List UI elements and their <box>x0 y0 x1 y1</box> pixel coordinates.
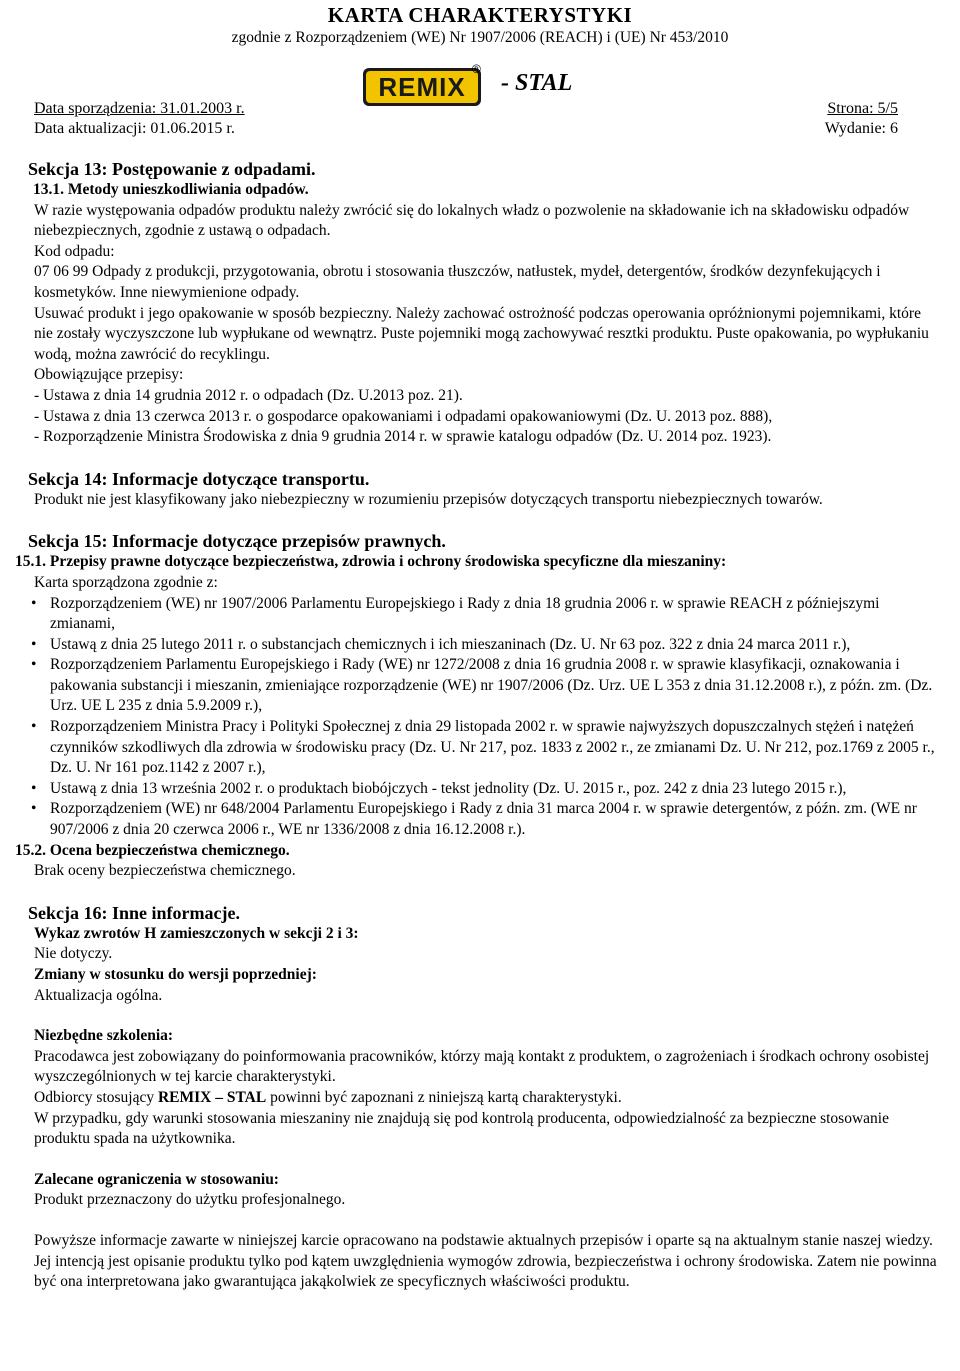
disclaimer-text: Powyższe informacje zawarte w niniejszej karcie opracowano na podstawie aktualnych przepisów i oparte są na aktualnym stanie naszej wiedzy. Jej intencją jest opisanie produktu tylko pod kątem uwzględnienia wymogów zdrowia, bezpieczeństwa i ochrony środowiska. Zatem nie powinna być ona interpretowana jako gwarantująca jakąkolwiek ze specyficznych właściwości produktu. <box>34 1231 937 1291</box>
bullet-icon: • <box>31 718 37 736</box>
bullet-icon: • <box>31 635 37 653</box>
regulation-item: - Ustawa z dnia 13 czerwca 2013 r. o gospodarce opakowaniami i odpadami opakowaniowymi (Dz. U. 2013 poz. 888), <box>34 407 773 425</box>
responsibility-text: W przypadku, gdy warunki stosowania mieszaniny nie znajdują się pod kontrolą producenta, odpowiedzialność za bezpieczne stosowanie produktu spada na użytkownika. <box>34 1109 889 1148</box>
product-name: - STAL <box>501 70 573 96</box>
section-15-2-heading: 15.2. Ocena bezpieczeństwa chemicznego. <box>15 841 290 859</box>
section-13-title: Sekcja 13: Postępowanie z odpadami. <box>28 159 316 179</box>
regulation-item: - Rozporządzenie Ministra Środowiska z dnia 9 grudnia 2014 r. w sprawie katalogu odpadów (Dz. U. 2014 poz. 1923). <box>34 428 772 446</box>
regulations-label: Obowiązujące przepisy: <box>34 366 184 384</box>
list-item: • Ustawą z dnia 13 września 2002 r. o produktach biobójczych - tekst jednolity (Dz. U. 2015 r., poz. 242 z dnia 23 lutego 2015 r.), <box>34 779 940 800</box>
recipients-text: Odbiorcy stosujący REMIX – STAL powinni być zapoznani z niniejszą kartą charakterystyki. <box>34 1088 622 1106</box>
list-item: • Rozporządzeniem (WE) nr 648/2004 Parlamentu Europejskiego i Rady z dnia 31 marca 2004 r. w sprawie detergentów, z późn. zm. (WE nr 907/2006 z dnia 20 czerwca 2006 r., WE nr 1336/2008 z dnia 16.12.2008 r.). <box>31 800 917 839</box>
document-subtitle: zgodnie z Rozporządzeniem (WE) Nr 1907/2006 (REACH) i (UE) Nr 453/2010 <box>231 29 729 46</box>
section-15-2-text: Brak oceny bezpieczeństwa chemicznego. <box>34 862 296 880</box>
waste-code-label: Kod odpadu: <box>34 242 115 260</box>
disposal-paragraph: Usuwać produkt i jego opakowanie w sposób bezpieczny. Należy zachować ostrożność podczas operowania opróżnionymi pojemnikami, które nie zostały wyczyszczone lub wypłukane od wewnątrz. Puste pojemniki mogą zachowywać resztki produktu. Puste opakowania, po wypłukaniu wodą, można zawrócić do recyklingu. <box>34 304 929 363</box>
changes-text: Aktualizacja ogólna. <box>34 986 163 1004</box>
document-body <box>15 158 940 1293</box>
remix-logo <box>362 67 482 107</box>
page-number: Strona: 5/5 <box>827 100 898 117</box>
regulations-list <box>31 594 940 841</box>
training-text: Pracodawca jest zobowiązany do poinformowania pracowników, którzy mają kontakt z produktem, o zagrożeniach i środkach ochrony osobistej wyszczególnionych w tej karcie charakterystyki. <box>34 1047 930 1086</box>
h-phrases-text: Nie dotyczy. <box>34 945 113 963</box>
training-heading: Niezbędne szkolenia: <box>34 1027 174 1045</box>
regulation-item: - Ustawa z dnia 14 grudnia 2012 r. o odpadach (Dz. U.2013 poz. 21). <box>34 386 463 404</box>
section-16-title: Sekcja 16: Inne informacje. <box>28 902 240 923</box>
bullet-icon: • <box>31 779 37 797</box>
h-phrases-heading: Wykaz zwrotów H zamieszczonych w sekcji 2 i 3: <box>34 924 359 942</box>
product-mention: REMIX – STAL <box>157 1088 267 1106</box>
document-title: KARTA CHARAKTERYSTYKI <box>327 3 633 27</box>
list-item: • Rozporządzeniem Parlamentu Europejskiego i Rady (WE) nr 1272/2008 z dnia 16 grudnia 2008 r. w sprawie klasyfikacji, oznakowania i pakowania substancji i mieszanin, zmieniające rozporządzenie (WE) nr 1907/2006 (Dz. Urz. UE L 353 z dnia 31.12.2008 r.), z późn. zm. (Dz. Urz. UE L 235 z dnia 5.9.2009 r.), <box>31 656 933 715</box>
logo-text: REMIX <box>378 72 466 102</box>
restrictions-text: Produkt przeznaczony do użytku profesjonalnego. <box>34 1191 346 1209</box>
date-created: Data sporządzenia: 31.01.2003 r. <box>34 100 245 117</box>
edition: Wydanie: 6 <box>824 120 898 137</box>
section-14-title: Sekcja 14: Informacje dotyczące transportu. <box>28 468 370 489</box>
list-item: • Rozporządzeniem Ministra Pracy i Polityki Społecznej z dnia 29 listopada 2002 r. w sprawie najwyższych dopuszczalnych stężeń i natężeń czynników szkodliwych dla zdrowia w środowisku pracy (Dz. U. Nr 217, poz. 1833 z 2002 r., ze zmianami Dz. U. Nr 212, poz.1769 z 2005 r., Dz. U. Nr 161 poz.1142 z 2007 r.), <box>31 718 935 777</box>
restrictions-heading: Zalecane ograniczenia w stosowaniu: <box>34 1170 279 1188</box>
list-item: • Ustawą z dnia 25 lutego 2011 r. o substancjach chemicznych i ich mieszaninach (Dz. U. Nr 63 poz. 322 z dnia 24 marca 2011 r.), <box>34 635 940 656</box>
section-15-1-heading: 15.1. Przepisy prawne dotyczące bezpieczeństwa, zdrowia i ochrony środowiska specyficzne dla mieszaniny: <box>15 553 727 571</box>
bullet-icon: • <box>31 594 37 612</box>
section-15-title: Sekcja 15: Informacje dotyczące przepisów prawnych. <box>28 531 446 552</box>
section-13-paragraph: W razie występowania odpadów produktu należy zwrócić się do lokalnych władz o pozwolenie na składowanie ich na składowisku odpadów niebezpiecznych, zgodnie z ustawą o odpadach. <box>34 201 910 240</box>
section-15-intro: Karta sporządzona zgodnie z: <box>34 573 218 591</box>
waste-code-text: 07 06 99 Odpady z produkcji, przygotowania, obrotu i stosowania tłuszczów, natłustek, mydeł, detergentów, środków dezynfekujących i kosmetyków. Inne niewymienione odpady. <box>34 263 881 301</box>
bullet-icon: • <box>31 800 37 818</box>
section-14-text: Produkt nie jest klasyfikowany jako niebezpieczny w rozumieniu przepisów dotyczących transportu niebezpiecznych towarów. <box>34 490 823 508</box>
changes-heading: Zmiany w stosunku do wersji poprzedniej: <box>34 966 317 983</box>
bullet-icon: • <box>31 656 37 674</box>
registered-mark: ® <box>472 62 481 76</box>
list-item: • Rozporządzeniem (WE) nr 1907/2006 Parlamentu Europejskiego i Rady z dnia 18 grudnia 2006 r. w sprawie REACH z późniejszymi zmianami, <box>31 594 880 633</box>
section-13-1-heading: 13.1. Metody unieszkodliwiania odpadów. <box>33 181 309 198</box>
date-updated: Data aktualizacji: 01.06.2015 r. <box>34 120 235 137</box>
